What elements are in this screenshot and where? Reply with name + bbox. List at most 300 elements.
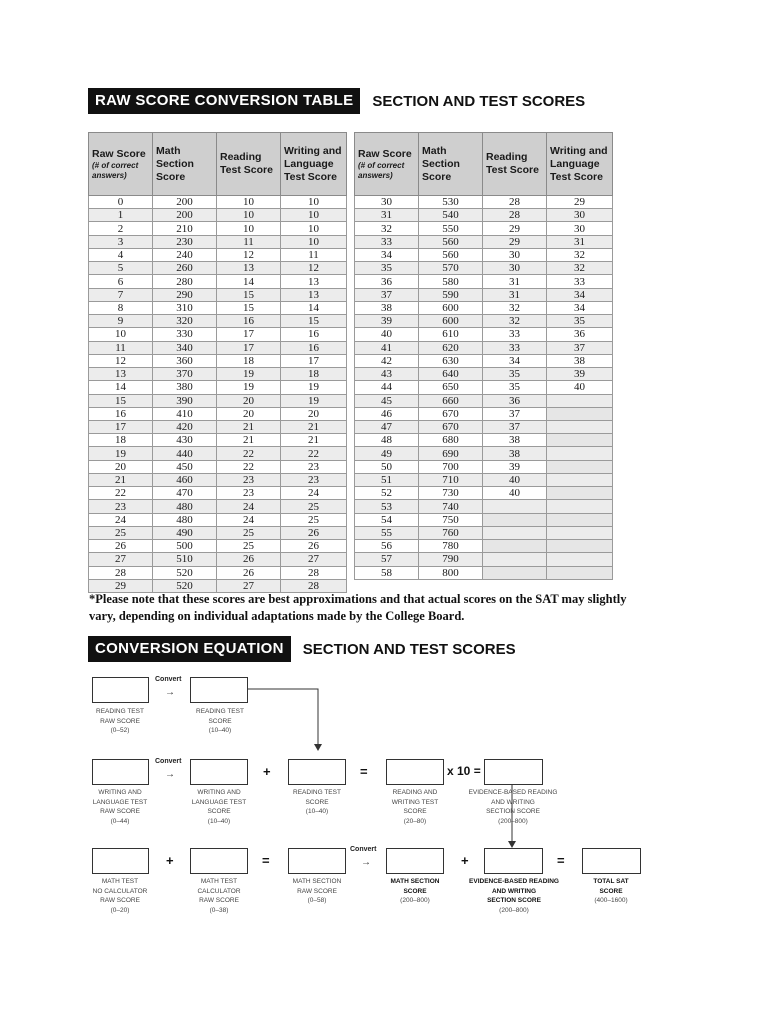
reading-raw-score-box[interactable] xyxy=(92,677,149,703)
writing-score-cell: 21 xyxy=(281,420,347,433)
math-score-cell: 780 xyxy=(419,540,483,553)
raw-score-cell: 58 xyxy=(355,566,419,579)
reading-score-cell: 38 xyxy=(483,434,547,447)
reading-score-cell: 10 xyxy=(217,209,281,222)
writing-score-cell: 32 xyxy=(547,248,613,261)
reading-score-cell: 23 xyxy=(217,487,281,500)
label-line: MATH SECTION xyxy=(390,878,440,885)
raw-score-cell: 3 xyxy=(89,235,153,248)
math-calc-raw-box[interactable] xyxy=(190,848,248,874)
reading-score-cell: 24 xyxy=(217,513,281,526)
math-score-cell: 760 xyxy=(419,526,483,539)
equals-sign: = xyxy=(557,853,565,868)
math-score-cell: 560 xyxy=(419,248,483,261)
label-line: SCORE xyxy=(207,808,231,815)
reading-score-cell: 25 xyxy=(217,526,281,539)
raw-score-cell: 40 xyxy=(355,328,419,341)
math-score-cell: 200 xyxy=(153,196,217,209)
math-score-cell: 580 xyxy=(419,275,483,288)
label-line: RAW SCORE xyxy=(199,897,239,904)
math-score-cell: 600 xyxy=(419,301,483,314)
label-line: WRITING TEST xyxy=(391,798,439,806)
math-score-cell: 800 xyxy=(419,566,483,579)
math-score-cell: 530 xyxy=(419,196,483,209)
raw-score-cell: 50 xyxy=(355,460,419,473)
convert-arrow-icon: → xyxy=(165,769,175,780)
writing-score-cell: 19 xyxy=(281,394,347,407)
writing-score-cell: 21 xyxy=(281,434,347,447)
label-line: EVIDENCE-BASED READING xyxy=(468,789,558,796)
raw-score-cell: 26 xyxy=(89,540,153,553)
math-score-cell: 790 xyxy=(419,553,483,566)
reading-score-cell: 29 xyxy=(483,235,547,248)
col-math: Math Section Score xyxy=(153,133,217,196)
label-math-calc xyxy=(179,877,259,915)
raw-score-cell: 20 xyxy=(89,460,153,473)
raw-score-cell: 42 xyxy=(355,354,419,367)
reading-score-cell: 35 xyxy=(483,368,547,381)
raw-score-cell: 49 xyxy=(355,447,419,460)
raw-score-cell: 53 xyxy=(355,500,419,513)
reading-score-cell: 40 xyxy=(483,487,547,500)
writing-score-cell: 12 xyxy=(281,262,347,275)
raw-score-cell: 19 xyxy=(89,447,153,460)
raw-score-cell: 44 xyxy=(355,381,419,394)
reading-score-cell: 21 xyxy=(217,420,281,433)
reading-score-cell: 20 xyxy=(217,394,281,407)
reading-score-cell: 30 xyxy=(483,248,547,261)
math-score-cell: 480 xyxy=(153,500,217,513)
math-score-cell: 740 xyxy=(419,500,483,513)
math-score-cell: 590 xyxy=(419,288,483,301)
math-section-raw-box[interactable] xyxy=(288,848,346,874)
writing-score-cell: 27 xyxy=(281,553,347,566)
col-writing: Writing and Language Test Score xyxy=(281,133,347,196)
math-score-cell: 550 xyxy=(419,222,483,235)
writing-score-cell: 26 xyxy=(281,526,347,539)
reading-score-box-2[interactable] xyxy=(288,759,346,785)
label-line: AND WRITING xyxy=(491,887,537,895)
writing-raw-score-box[interactable] xyxy=(92,759,149,785)
reading-score-cell: 14 xyxy=(217,275,281,288)
reading-score-cell: 37 xyxy=(483,420,547,433)
math-score-cell: 470 xyxy=(153,487,217,500)
writing-score-cell: 33 xyxy=(547,275,613,288)
reading-score-cell: 40 xyxy=(483,473,547,486)
reading-score-cell: 13 xyxy=(217,262,281,275)
writing-score-cell: 35 xyxy=(547,315,613,328)
math-score-cell: 440 xyxy=(153,447,217,460)
label-line: WRITING AND xyxy=(197,789,241,796)
math-score-cell: 290 xyxy=(153,288,217,301)
math-score-cell: 420 xyxy=(153,420,217,433)
math-score-cell: 320 xyxy=(153,315,217,328)
col-reading: Reading Test Score xyxy=(217,133,281,196)
writing-score-cell: 37 xyxy=(547,341,613,354)
col-raw-sublabel: (# of correct answers) xyxy=(358,160,405,180)
writing-score-cell: 39 xyxy=(547,368,613,381)
equals-sign: = xyxy=(360,764,368,779)
reading-score-cell: 24 xyxy=(217,500,281,513)
reading-score-cell: 10 xyxy=(217,196,281,209)
writing-score-cell: 14 xyxy=(281,301,347,314)
label-line: SCORE xyxy=(403,808,427,815)
raw-score-cell: 51 xyxy=(355,473,419,486)
math-score-cell: 360 xyxy=(153,354,217,367)
math-score-cell: 330 xyxy=(153,328,217,341)
writing-score-cell: 29 xyxy=(547,196,613,209)
raw-score-cell: 47 xyxy=(355,420,419,433)
reading-score-cell: 29 xyxy=(483,222,547,235)
reading-score-cell: 15 xyxy=(217,288,281,301)
label-line: EVIDENCE-BASED READING xyxy=(469,878,559,885)
label-line: SCORE xyxy=(403,887,427,895)
raw-score-cell: 25 xyxy=(89,526,153,539)
col-math: Math Section Score xyxy=(419,133,483,196)
math-score-cell: 280 xyxy=(153,275,217,288)
label-line: RAW SCORE xyxy=(100,717,140,725)
math-score-cell: 600 xyxy=(419,315,483,328)
label-ebrw-2 xyxy=(459,877,569,915)
math-score-cell: 210 xyxy=(153,222,217,235)
label-line: READING TEST xyxy=(196,708,244,715)
writing-score-cell: 23 xyxy=(281,460,347,473)
raw-score-cell: 54 xyxy=(355,513,419,526)
label-range: (0–38) xyxy=(209,906,229,914)
writing-score-cell: 10 xyxy=(281,235,347,248)
writing-score-cell: 40 xyxy=(547,381,613,394)
raw-score-cell: 43 xyxy=(355,368,419,381)
math-score-cell: 380 xyxy=(153,381,217,394)
ebrw-score-box-2[interactable] xyxy=(484,848,543,874)
reading-score-cell: 34 xyxy=(483,354,547,367)
label-reading-raw xyxy=(80,707,160,736)
reading-score-cell: 19 xyxy=(217,381,281,394)
label-line: RAW SCORE xyxy=(100,808,140,815)
writing-score-cell: 25 xyxy=(281,513,347,526)
col-raw-sublabel: (# of correct answers) xyxy=(92,160,139,180)
label-math-no-calc xyxy=(80,877,160,915)
math-section-score-box[interactable] xyxy=(386,848,444,874)
raw-score-cell: 34 xyxy=(355,248,419,261)
convert-label: Convert xyxy=(155,676,182,683)
raw-score-cell: 7 xyxy=(89,288,153,301)
raw-score-cell: 48 xyxy=(355,434,419,447)
reading-score-cell: 18 xyxy=(217,354,281,367)
label-reading-writing xyxy=(375,788,455,826)
disclaimer-note: *Please note that these scores are best approximations and that actual scores on the SAT may slightly vary, depending on individual adaptations made by the College Board. xyxy=(89,592,627,623)
label-line: NO CALCULATOR xyxy=(92,887,148,895)
equation-title-box: CONVERSION EQUATION xyxy=(88,636,291,662)
writing-score-cell: 30 xyxy=(547,209,613,222)
label-line: MATH SECTION xyxy=(292,878,342,885)
reading-score-cell: 37 xyxy=(483,407,547,420)
convert-arrow-icon: → xyxy=(361,857,371,868)
reading-score-cell: 32 xyxy=(483,301,547,314)
writing-score-cell: 38 xyxy=(547,354,613,367)
raw-score-cell: 33 xyxy=(355,235,419,248)
math-score-cell: 540 xyxy=(419,209,483,222)
raw-score-cell: 6 xyxy=(89,275,153,288)
raw-score-cell: 15 xyxy=(89,394,153,407)
label-line: SECTION SCORE xyxy=(486,808,540,815)
reading-score-cell: 36 xyxy=(483,394,547,407)
label-range: (10–40) xyxy=(207,817,231,825)
raw-score-cell: 13 xyxy=(89,368,153,381)
raw-score-cell: 55 xyxy=(355,526,419,539)
raw-score-cell: 41 xyxy=(355,341,419,354)
label-reading-score xyxy=(180,707,260,736)
writing-score-cell: 19 xyxy=(281,381,347,394)
reading-score-cell: 35 xyxy=(483,381,547,394)
reading-score-cell: 16 xyxy=(217,315,281,328)
math-score-cell: 730 xyxy=(419,487,483,500)
reading-score-cell: 17 xyxy=(217,341,281,354)
reading-score-cell: 27 xyxy=(217,579,281,592)
math-score-cell: 560 xyxy=(419,235,483,248)
raw-score-cell: 11 xyxy=(89,341,153,354)
raw-score-cell: 24 xyxy=(89,513,153,526)
math-score-cell: 610 xyxy=(419,328,483,341)
convert-label: Convert xyxy=(350,846,377,853)
reading-score-cell: 32 xyxy=(483,315,547,328)
reading-score-cell: 12 xyxy=(217,248,281,261)
math-score-cell: 640 xyxy=(419,368,483,381)
raw-score-cell: 56 xyxy=(355,540,419,553)
reading-score-cell: 23 xyxy=(217,473,281,486)
math-score-cell: 340 xyxy=(153,341,217,354)
header-title-box: RAW SCORE CONVERSION TABLE xyxy=(88,88,360,114)
math-score-cell: 500 xyxy=(153,540,217,553)
math-score-cell: 660 xyxy=(419,394,483,407)
raw-score-cell: 22 xyxy=(89,487,153,500)
math-score-cell: 570 xyxy=(419,262,483,275)
writing-score-cell: 16 xyxy=(281,341,347,354)
label-line: READING TEST xyxy=(293,789,341,796)
raw-score-cell: 8 xyxy=(89,301,153,314)
label-range: (20–80) xyxy=(403,817,427,825)
math-score-cell: 670 xyxy=(419,407,483,420)
label-line: MATH TEST xyxy=(101,878,139,885)
reading-score-cell: 22 xyxy=(217,460,281,473)
raw-score-cell: 0 xyxy=(89,196,153,209)
raw-score-cell: 36 xyxy=(355,275,419,288)
label-range: (10–40) xyxy=(305,808,329,815)
math-score-cell: 510 xyxy=(153,553,217,566)
raw-score-cell: 29 xyxy=(89,579,153,592)
writing-score-cell: 13 xyxy=(281,275,347,288)
writing-score-cell: 34 xyxy=(547,301,613,314)
math-score-cell: 520 xyxy=(153,566,217,579)
label-writing-score xyxy=(179,788,259,826)
label-line: SCORE xyxy=(208,717,232,725)
label-writing-raw xyxy=(80,788,160,826)
writing-score-cell: 30 xyxy=(547,222,613,235)
math-score-cell: 200 xyxy=(153,209,217,222)
math-score-cell: 450 xyxy=(153,460,217,473)
raw-score-cell: 28 xyxy=(89,566,153,579)
plus-sign: + xyxy=(263,764,271,779)
reading-score-cell: 38 xyxy=(483,447,547,460)
writing-score-cell: 26 xyxy=(281,540,347,553)
reading-score-cell: 39 xyxy=(483,460,547,473)
label-line: RAW SCORE xyxy=(100,897,140,904)
math-score-cell: 700 xyxy=(419,460,483,473)
label-line: AND WRITING xyxy=(491,798,535,806)
equation-subtitle: SECTION AND TEST SCORES xyxy=(302,640,516,658)
math-score-cell: 710 xyxy=(419,473,483,486)
raw-score-cell: 14 xyxy=(89,381,153,394)
raw-score-cell: 46 xyxy=(355,407,419,420)
label-line: TOTAL SAT xyxy=(593,878,629,885)
raw-score-cell: 4 xyxy=(89,248,153,261)
raw-score-cell: 12 xyxy=(89,354,153,367)
raw-score-cell: 10 xyxy=(89,328,153,341)
label-math-section-raw xyxy=(277,877,357,906)
writing-score-cell: 20 xyxy=(281,407,347,420)
label-range: (400–1600) xyxy=(594,897,628,904)
col-raw-label: Raw Score xyxy=(92,147,146,160)
math-score-cell: 680 xyxy=(419,434,483,447)
label-range: (0–52) xyxy=(110,727,130,734)
reading-score-cell: 33 xyxy=(483,341,547,354)
label-line: SECTION SCORE xyxy=(487,897,541,904)
raw-score-cell: 52 xyxy=(355,487,419,500)
writing-score-cell: 22 xyxy=(281,447,347,460)
col-reading: Reading Test Score xyxy=(483,133,547,196)
math-no-calc-raw-box[interactable] xyxy=(92,848,149,874)
writing-score-cell: 18 xyxy=(281,368,347,381)
writing-score-cell: 24 xyxy=(281,487,347,500)
raw-score-cell: 37 xyxy=(355,288,419,301)
col-writing: Writing and Language Test Score xyxy=(547,133,613,196)
writing-score-cell: 28 xyxy=(281,579,347,592)
math-score-cell: 620 xyxy=(419,341,483,354)
reading-score-cell: 21 xyxy=(217,434,281,447)
math-score-cell: 260 xyxy=(153,262,217,275)
label-range: (0–44) xyxy=(110,817,130,825)
label-line: SCORE xyxy=(305,798,329,806)
raw-score-cell: 1 xyxy=(89,209,153,222)
writing-score-cell: 32 xyxy=(547,262,613,275)
raw-score-cell: 32 xyxy=(355,222,419,235)
math-score-cell: 650 xyxy=(419,381,483,394)
raw-score-cell: 21 xyxy=(89,473,153,486)
math-score-cell: 670 xyxy=(419,420,483,433)
label-range: (0–20) xyxy=(110,906,130,914)
label-line: MATH TEST xyxy=(200,878,238,885)
label-range: (200–800) xyxy=(499,906,529,914)
math-score-cell: 750 xyxy=(419,513,483,526)
raw-score-cell: 23 xyxy=(89,500,153,513)
header-subtitle: SECTION AND TEST SCORES xyxy=(372,92,586,110)
label-line: LANGUAGE TEST xyxy=(92,798,148,806)
math-score-cell: 410 xyxy=(153,407,217,420)
writing-score-cell: 11 xyxy=(281,248,347,261)
math-score-cell: 480 xyxy=(153,513,217,526)
reading-score-cell: 15 xyxy=(217,301,281,314)
math-score-cell: 490 xyxy=(153,526,217,539)
ebrw-score-box[interactable] xyxy=(484,759,543,785)
raw-score-cell: 31 xyxy=(355,209,419,222)
raw-score-cell: 2 xyxy=(89,222,153,235)
reading-score-cell: 33 xyxy=(483,328,547,341)
reading-score-cell: 20 xyxy=(217,407,281,420)
reading-test-score-box[interactable] xyxy=(190,677,248,703)
writing-score-cell: 25 xyxy=(281,500,347,513)
writing-score-cell: 16 xyxy=(281,328,347,341)
total-sat-score-box[interactable] xyxy=(582,848,641,874)
label-range: (0–58) xyxy=(307,897,327,904)
math-score-cell: 460 xyxy=(153,473,217,486)
times-ten: x 10 = xyxy=(447,764,481,778)
math-score-cell: 630 xyxy=(419,354,483,367)
writing-score-cell: 23 xyxy=(281,473,347,486)
writing-score-cell: 10 xyxy=(281,209,347,222)
raw-score-cell: 17 xyxy=(89,420,153,433)
label-line: CALCULATOR xyxy=(197,887,241,895)
raw-score-cell: 30 xyxy=(355,196,419,209)
label-line: LANGUAGE TEST xyxy=(191,798,247,806)
writing-score-cell: 17 xyxy=(281,354,347,367)
reading-score-cell: 31 xyxy=(483,288,547,301)
label-reading-score-2 xyxy=(277,788,357,817)
plus-sign: + xyxy=(461,853,469,868)
reading-score-cell: 26 xyxy=(217,553,281,566)
reading-score-cell: 28 xyxy=(483,209,547,222)
writing-test-score-box[interactable] xyxy=(190,759,248,785)
reading-score-cell: 26 xyxy=(217,566,281,579)
reading-score-cell: 19 xyxy=(217,368,281,381)
writing-score-cell: 15 xyxy=(281,315,347,328)
math-score-cell: 310 xyxy=(153,301,217,314)
math-score-cell: 370 xyxy=(153,368,217,381)
label-total-sat xyxy=(571,877,651,906)
raw-score-cell: 57 xyxy=(355,553,419,566)
label-line: READING AND xyxy=(392,789,438,796)
raw-score-cell: 39 xyxy=(355,315,419,328)
label-ebrw xyxy=(463,788,563,826)
reading-score-cell: 10 xyxy=(217,222,281,235)
label-range: (200–800) xyxy=(498,817,528,825)
reading-score-cell: 25 xyxy=(217,540,281,553)
raw-score-cell: 27 xyxy=(89,553,153,566)
raw-score-cell: 18 xyxy=(89,434,153,447)
plus-sign: + xyxy=(166,853,174,868)
label-line: SCORE xyxy=(599,887,623,895)
reading-score-cell: 31 xyxy=(483,275,547,288)
raw-score-cell: 16 xyxy=(89,407,153,420)
math-score-cell: 390 xyxy=(153,394,217,407)
math-score-cell: 690 xyxy=(419,447,483,460)
label-line: RAW SCORE xyxy=(297,887,337,895)
label-line: READING TEST xyxy=(96,708,144,715)
writing-score-cell: 31 xyxy=(547,235,613,248)
convert-arrow-icon: → xyxy=(165,687,175,698)
raw-score-cell: 45 xyxy=(355,394,419,407)
label-range: (200–800) xyxy=(400,897,430,904)
writing-score-cell: 13 xyxy=(281,288,347,301)
equals-sign: = xyxy=(262,853,270,868)
reading-writing-score-box[interactable] xyxy=(386,759,444,785)
writing-score-cell: 28 xyxy=(281,566,347,579)
writing-score-cell: 10 xyxy=(281,222,347,235)
writing-score-cell: 10 xyxy=(281,196,347,209)
label-range: (10–40) xyxy=(208,727,232,734)
raw-score-cell: 9 xyxy=(89,315,153,328)
reading-score-cell: 30 xyxy=(483,262,547,275)
reading-score-cell: 17 xyxy=(217,328,281,341)
